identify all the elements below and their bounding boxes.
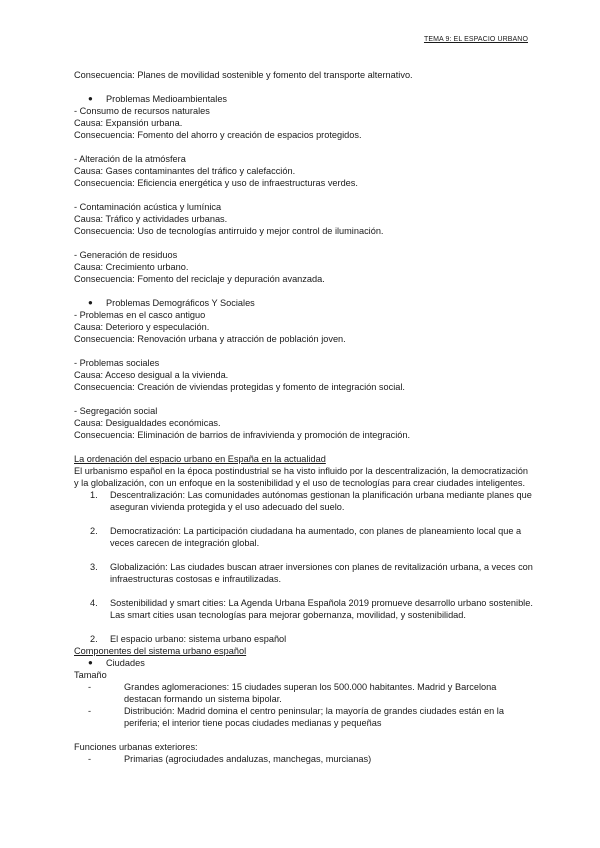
numbered-item	[90, 633, 534, 645]
document-header: TEMA 9: EL ESPACIO URBANO	[423, 36, 528, 43]
numbered-item	[90, 489, 534, 513]
numbered-item	[90, 561, 534, 585]
item-text: Democratización: La participación ciudadana ha aumentado, con planes de planeamiento local que a veces carecen de integración global.	[110, 526, 522, 548]
item-text: Globalización: Las ciudades buscan atraer inversiones con planes de revitalización urbana, a veces con infraestructuras costosas e infrautilizadas.	[110, 562, 533, 584]
problem-consequence: Consecuencia: Fomento del ahorro y creación de espacios protegidos.	[74, 130, 362, 140]
bullet-icon: ●	[88, 298, 93, 307]
problem-title: - Problemas sociales	[74, 358, 160, 368]
problem-title: - Consumo de recursos naturales	[74, 106, 210, 116]
item-number: 3.	[90, 562, 98, 572]
item-text: El espacio urbano: sistema urbano español	[110, 634, 287, 644]
problem-consequence: Consecuencia: Uso de tecnologías antirruido y mejor control de iluminación.	[74, 226, 384, 236]
problem-consequence: Consecuencia: Eliminación de barrios de infravivienda y promoción de integración.	[74, 430, 411, 440]
problem-consequence: Consecuencia: Fomento del reciclaje y depuración avanzada.	[74, 274, 325, 284]
cities-bullet	[74, 657, 534, 669]
problem-consequence: Consecuencia: Renovación urbana y atracción de población joven.	[74, 334, 346, 344]
ordering-intro: El urbanismo español en la época postindustrial se ha visto influido por la descentralización, la democratización y la globalización, con un enfoque en la sostenibilidad y el uso de tecnologías para crear ciudades inteligentes.	[74, 466, 529, 488]
problem-title: - Segregación social	[74, 406, 158, 416]
problem-cause: Causa: Tráfico y actividades urbanas.	[74, 214, 228, 224]
size-label: Tamaño	[74, 670, 107, 680]
item-text: Descentralización: Las comunidades autónomas gestionan la planificación urbana mediante planes que aseguran vivienda protegida y el uso adecuado del suelo.	[110, 490, 532, 512]
problem-title: - Contaminación acústica y lumínica	[74, 202, 222, 212]
problem-consequence: Consecuencia: Eficiencia energética y uso de infraestructuras verdes.	[74, 178, 358, 188]
item-number: 2.	[90, 634, 98, 644]
problem-cause: Causa: Deterioro y especulación.	[74, 322, 210, 332]
item-number: 2.	[90, 526, 98, 536]
numbered-item	[90, 597, 534, 621]
document-body	[74, 69, 534, 765]
section-bullet-demographic	[74, 297, 534, 309]
dash-text: Grandes aglomeraciones: 15 ciudades superan los 500.000 habitantes. Madrid y Barcelona destacan formando un sistema bipolar.	[124, 682, 497, 704]
section-title-ordering: La ordenación del espacio urbano en España en la actualidad	[74, 454, 326, 464]
functions-label: Funciones urbanas exteriores:	[74, 742, 198, 752]
item-number: 4.	[90, 598, 98, 608]
dash-text: Primarias (agrociudades andaluzas, manchegas, murcianas)	[124, 754, 372, 764]
dash-item	[88, 681, 534, 705]
dash-marker: -	[88, 706, 92, 716]
dash-marker: -	[88, 754, 92, 764]
dash-item	[88, 753, 534, 765]
problem-cause: Causa: Acceso desigual a la vivienda.	[74, 370, 229, 380]
dash-text: Distribución: Madrid domina el centro peninsular; la mayoría de grandes ciudades están en la periferia; el interior tiene pocas ciudades medianas y pequeñas	[124, 706, 504, 728]
components-title: Componentes del sistema urbano español	[74, 646, 247, 656]
dash-marker: -	[88, 682, 92, 692]
problem-cause: Causa: Gases contaminantes del tráfico y calefacción.	[74, 166, 296, 176]
numbered-item	[90, 525, 534, 549]
problem-title: - Alteración de la atmósfera	[74, 154, 186, 164]
problem-cause: Causa: Expansión urbana.	[74, 118, 183, 128]
bullet-icon: ●	[88, 658, 93, 667]
item-text: Sostenibilidad y smart cities: La Agenda Urbana Española 2019 promueve desarrollo urbano sostenible. Las smart cities usan tecnologías para mejorar gobernanza, movilidad, y sostenibilidad.	[110, 598, 533, 620]
section-heading: Problemas Demográficos Y Sociales	[106, 298, 255, 308]
problem-title: - Problemas en el casco antiguo	[74, 310, 206, 320]
dash-item	[88, 705, 534, 729]
problem-cause: Causa: Crecimiento urbano.	[74, 262, 189, 272]
problem-title: - Generación de residuos	[74, 250, 178, 260]
bullet-icon: ●	[88, 94, 93, 103]
item-number: 1.	[90, 490, 98, 500]
section-bullet-environment	[74, 93, 534, 105]
top-consequence: Consecuencia: Planes de movilidad sostenible y fomento del transporte alternativo.	[74, 70, 413, 80]
cities-label: Ciudades	[106, 658, 145, 668]
section-heading: Problemas Medioambientales	[106, 94, 228, 104]
problem-consequence: Consecuencia: Creación de viviendas protegidas y fomento de integración social.	[74, 382, 405, 392]
problem-cause: Causa: Desigualdades económicas.	[74, 418, 221, 428]
